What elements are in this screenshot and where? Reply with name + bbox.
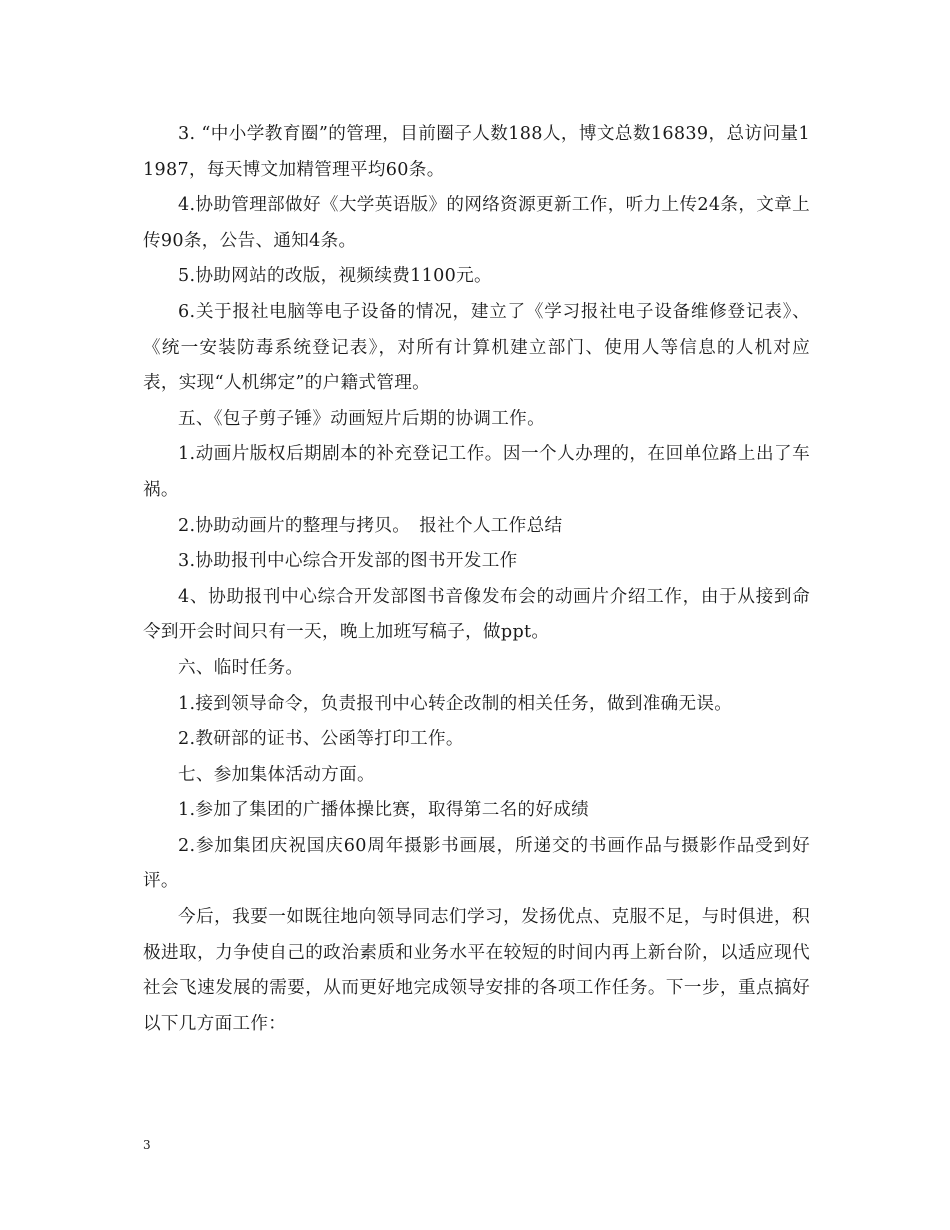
paragraph: 4、协助报刊中心综合开发部图书音像发布会的动画片介绍工作，由于从接到命令到开会时间只有一天，晚上加班写稿子，做ppt。 <box>143 586 810 643</box>
section-heading: 五、《包子剪子锤》动画短片后期的协调工作。 <box>178 408 545 429</box>
paragraph: 今后，我要一如既往地向领导同志们学习，发扬优点、克服不足，与时俱进，积极进取，力争使自己的政治素质和业务水平在较短的时间内再上新台阶，以适应现代社会飞速发展的需要，从而更好地完成领导安排的各项工作任务。下一步，重点搞好以下几方面工作： <box>143 907 810 1034</box>
page-number: 3 <box>143 1138 151 1152</box>
section-heading: 七、参加集体活动方面。 <box>178 764 375 785</box>
paragraph: 2.协助动画片的整理与拷贝。 报社个人工作总结 <box>178 515 563 536</box>
paragraph: 1.接到领导命令，负责报刊中心转企改制的相关任务，做到准确无误。 <box>178 693 733 714</box>
paragraph: 4.协助管理部做好《大学英语版》的网络资源更新工作，听力上传24条，文章上传90条，公告、通知4条。 <box>143 195 810 251</box>
document-body <box>143 117 810 1042</box>
paragraph: 2.教研部的证书、公函等打印工作。 <box>178 729 464 750</box>
paragraph: 2.参加集团庆祝国庆60周年摄影书画展，所递交的书画作品与摄影作品受到好评。 <box>143 835 810 892</box>
paragraph: 5.协助网站的改版，视频续费1100元。 <box>178 266 492 287</box>
paragraph: 1.参加了集团的广播体操比赛，取得第二名的好成绩 <box>178 800 590 821</box>
paragraph: 1.动画片版权后期剧本的补充登记工作。因一个人办理的，在回单位路上出了车祸。 <box>143 444 810 500</box>
paragraph: 6.关于报社电脑等电子设备的情况，建立了《学习报社电子设备维修登记表》、《统一安装防毒系统登记表》，对所有计算机建立部门、使用人等信息的人机对应表，实现“人机绑定”的户籍式管理。 <box>143 301 810 394</box>
section-heading: 六、临时任务。 <box>178 657 304 678</box>
paragraph: 3. “中小学教育圈”的管理，目前圈子人数188人，博文总数16839，总访问量11987，每天博文加精管理平均60条。 <box>143 124 810 180</box>
paragraph: 3.协助报刊中心综合开发部的图书开发工作 <box>178 551 518 572</box>
